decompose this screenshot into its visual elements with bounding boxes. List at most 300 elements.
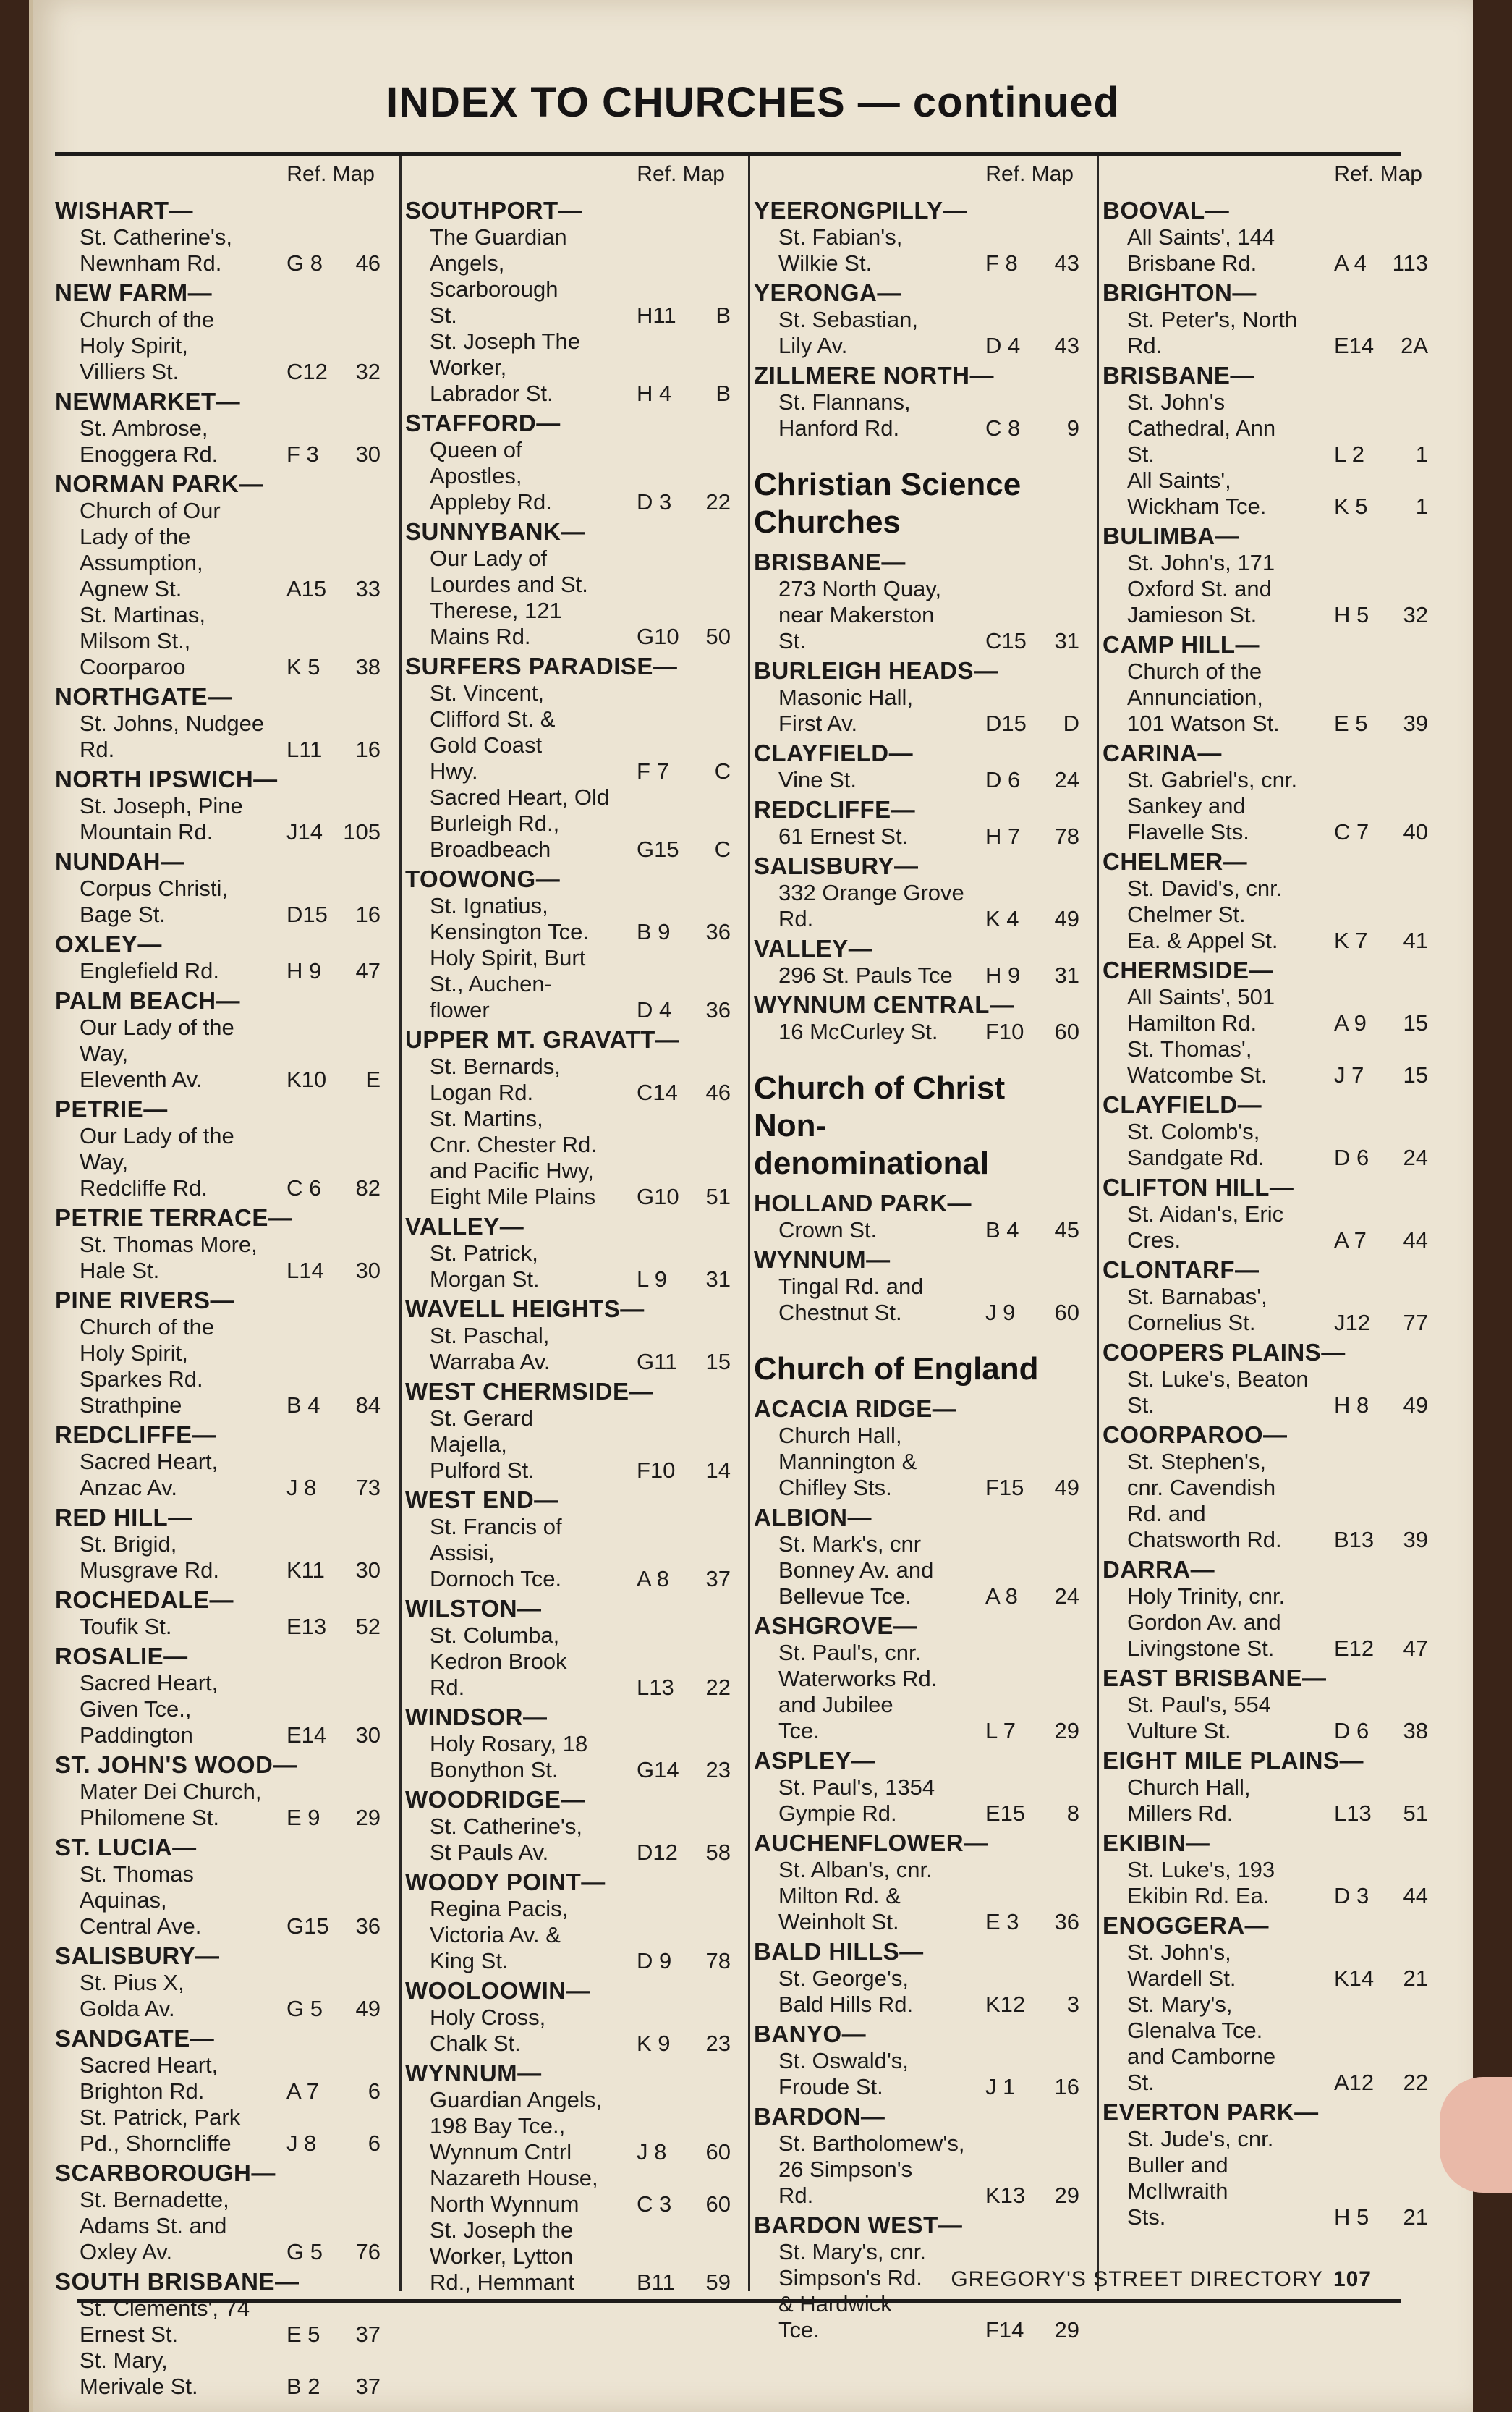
church-entry bbox=[1103, 1201, 1435, 1253]
church-name: St. John's, Wardell St. bbox=[1127, 1939, 1236, 1991]
church-entry bbox=[405, 329, 738, 407]
map-number: 47 bbox=[1403, 1635, 1428, 1661]
church-name: St. Mark's, cnr Bonney Av. and Bellevue Tce. bbox=[778, 1531, 934, 1609]
suburb-group bbox=[55, 470, 388, 680]
grid-reference: J 8 bbox=[286, 1475, 317, 1500]
church-name: Masonic Hall, First Av. bbox=[778, 685, 914, 736]
grid-reference: J12 bbox=[1334, 1310, 1370, 1335]
grid-reference: J 1 bbox=[985, 2074, 1016, 2099]
suburb-group bbox=[754, 740, 1087, 793]
page-footer bbox=[951, 2267, 1372, 2292]
church-entry bbox=[405, 2217, 738, 2295]
page-title: INDEX TO CHURCHES — continued bbox=[386, 79, 1120, 126]
suburb-name: SURFERS PARADISE— bbox=[405, 653, 678, 680]
suburb-name: CLIFTON HILL— bbox=[1103, 1174, 1294, 1201]
church-entry bbox=[1103, 876, 1435, 954]
church-name: St. Stephen's, cnr. Cavendish Rd. and Chatsworth Rd. bbox=[1127, 1449, 1282, 1552]
suburb-group bbox=[1103, 740, 1435, 845]
grid-reference: B13 bbox=[1334, 1527, 1375, 1552]
grid-reference: A 7 bbox=[1334, 1227, 1367, 1253]
church-entry bbox=[405, 2165, 738, 2217]
suburb-group bbox=[754, 1190, 1087, 1243]
grid-reference: J 9 bbox=[985, 1300, 1016, 1325]
grid-reference: C15 bbox=[985, 628, 1027, 653]
church-name: St. Bartholomew's, 26 Simpson's Rd. bbox=[778, 2130, 965, 2208]
church-name: Holy Trinity, cnr. Gordon Av. and Livingstone St. bbox=[1127, 1583, 1286, 1661]
map-number: 23 bbox=[705, 1757, 731, 1782]
index-column-4 bbox=[1103, 156, 1435, 2291]
suburb-name: VALLEY— bbox=[754, 935, 873, 962]
suburb-name: NEW FARM— bbox=[55, 279, 213, 306]
map-number: 105 bbox=[343, 819, 381, 845]
map-number: 38 bbox=[355, 654, 381, 680]
suburb-name: DARRA— bbox=[1103, 1556, 1215, 1583]
church-name: Church Hall, Mannington & Chifley Sts. bbox=[778, 1423, 917, 1500]
church-name: St. Bernards, Logan Rd. bbox=[430, 1054, 561, 1105]
map-number: 29 bbox=[1054, 2183, 1079, 2208]
map-number: 6 bbox=[368, 2130, 381, 2156]
suburb-name: WEST END— bbox=[405, 1486, 558, 1513]
suburb-name: BRISBANE— bbox=[754, 549, 906, 575]
church-name: Holy Cross, Chalk St. bbox=[430, 2005, 546, 2056]
map-number: 47 bbox=[355, 958, 381, 983]
suburb-name: COORPAROO— bbox=[1103, 1421, 1288, 1448]
grid-reference: L 9 bbox=[637, 1266, 667, 1292]
suburb-group bbox=[405, 518, 738, 650]
suburb-name: WISHART— bbox=[55, 197, 193, 224]
suburb-group bbox=[55, 1942, 388, 2022]
suburb-group bbox=[754, 657, 1087, 737]
suburb-name: PALM BEACH— bbox=[55, 987, 241, 1014]
map-number: 51 bbox=[1403, 1800, 1428, 1826]
grid-reference: E 5 bbox=[1334, 711, 1368, 736]
suburb-name: BOOVAL— bbox=[1103, 197, 1230, 224]
church-entry bbox=[405, 1106, 738, 1210]
map-number: 49 bbox=[1403, 1392, 1428, 1418]
grid-reference: G 8 bbox=[286, 250, 323, 276]
church-entry bbox=[1103, 2126, 1435, 2230]
suburb-group bbox=[1103, 522, 1435, 628]
suburb-name: SOUTH BRISBANE— bbox=[55, 2268, 300, 2295]
suburb-name: COOPERS PLAINS— bbox=[1103, 1339, 1346, 1366]
church-entry bbox=[754, 389, 1087, 441]
suburb-name: UPPER MT. GRAVATT— bbox=[405, 1026, 680, 1053]
suburb-group bbox=[55, 1751, 388, 1831]
map-number: 1 bbox=[1415, 441, 1428, 467]
church-name: All Saints', 144 Brisbane Rd. bbox=[1127, 224, 1275, 276]
suburb-name: WYNNUM— bbox=[754, 1246, 891, 1273]
church-entry bbox=[55, 2052, 388, 2104]
church-entry bbox=[55, 1531, 388, 1583]
grid-reference: A 8 bbox=[637, 1566, 669, 1591]
grid-reference: J 7 bbox=[1334, 1062, 1364, 1088]
grid-reference: J 8 bbox=[286, 2130, 317, 2156]
ref-map-header: Ref. Map bbox=[1334, 162, 1422, 186]
church-entry bbox=[55, 1614, 388, 1640]
church-name: Crown St. bbox=[778, 1217, 878, 1243]
suburb-group bbox=[754, 796, 1087, 850]
map-number: 31 bbox=[1054, 628, 1079, 653]
suburb-name: WILSTON— bbox=[405, 1595, 542, 1622]
church-entry bbox=[55, 1779, 388, 1831]
suburb-group bbox=[1103, 631, 1435, 737]
church-entry bbox=[55, 876, 388, 928]
index-column-2 bbox=[405, 156, 738, 2295]
map-number: 36 bbox=[1054, 1909, 1079, 1934]
grid-reference: K14 bbox=[1334, 1965, 1375, 1991]
suburb-group bbox=[754, 1747, 1087, 1827]
grid-reference: K11 bbox=[286, 1557, 325, 1583]
suburb-name: BULIMBA— bbox=[1103, 522, 1240, 549]
map-number: 78 bbox=[705, 1948, 731, 1973]
suburb-name: ST. LUCIA— bbox=[55, 1834, 197, 1861]
suburb-name: ST. JOHN'S WOOD— bbox=[55, 1751, 297, 1778]
church-name: Toufik St. bbox=[80, 1614, 172, 1639]
church-entry bbox=[55, 498, 388, 602]
grid-reference: K 7 bbox=[1334, 928, 1368, 953]
grid-reference: H 4 bbox=[637, 381, 672, 406]
church-entry bbox=[1103, 1036, 1435, 1088]
suburb-name: WINDSOR— bbox=[405, 1704, 548, 1730]
grid-reference: A 7 bbox=[286, 2078, 319, 2104]
map-number: 2A bbox=[1401, 333, 1428, 358]
church-name: St. Mary's, cnr. Simpson's Rd. & Hardwick Tce. bbox=[778, 2239, 927, 2343]
map-number: 36 bbox=[705, 919, 731, 944]
church-name: St. Johns, Nudgee Rd. bbox=[80, 711, 265, 762]
map-number: 44 bbox=[1403, 1227, 1428, 1253]
suburb-group bbox=[1103, 362, 1435, 520]
suburb-name: SCARBOROUGH— bbox=[55, 2159, 276, 2186]
column-divider bbox=[748, 156, 750, 2291]
church-entry bbox=[55, 793, 388, 845]
church-name: St. Patrick, Park Pd., Shorncliffe bbox=[80, 2104, 241, 2156]
grid-reference: A 9 bbox=[1334, 1010, 1367, 1036]
church-name: St. Alban's, cnr. Milton Rd. & Weinholt St. bbox=[778, 1857, 933, 1934]
church-entry bbox=[1103, 1119, 1435, 1171]
suburb-group bbox=[55, 931, 388, 984]
church-name: St. Jude's, cnr. Buller and McIlwraith Sts. bbox=[1127, 2126, 1274, 2230]
suburb-group bbox=[754, 1938, 1087, 2018]
grid-reference: F 8 bbox=[985, 250, 1018, 276]
church-name: St. Gabriel's, cnr. Sankey and Flavelle Sts. bbox=[1127, 767, 1298, 845]
map-number: 60 bbox=[1054, 1300, 1079, 1325]
suburb-name: CHERMSIDE— bbox=[1103, 957, 1274, 983]
suburb-group bbox=[1103, 1339, 1435, 1418]
grid-reference: H 7 bbox=[985, 824, 1021, 849]
grid-reference: C14 bbox=[637, 1080, 678, 1105]
church-name: St. Brigid, Musgrave Rd. bbox=[80, 1531, 219, 1583]
suburb-group bbox=[1103, 1256, 1435, 1336]
map-number: 113 bbox=[1392, 250, 1428, 276]
church-entry bbox=[1103, 984, 1435, 1036]
page-number: 107 bbox=[1333, 2267, 1372, 2291]
map-number: 46 bbox=[705, 1080, 731, 1105]
grid-reference: J 8 bbox=[637, 2139, 667, 2165]
church-entry bbox=[754, 1774, 1087, 1827]
grid-reference: D 6 bbox=[1334, 1145, 1369, 1170]
suburb-group bbox=[55, 388, 388, 467]
suburb-group bbox=[1103, 1664, 1435, 1744]
church-name: Vine St. bbox=[778, 767, 857, 792]
grid-reference: E13 bbox=[286, 1614, 327, 1639]
church-name: St. Pius X, Golda Av. bbox=[80, 1970, 184, 2021]
church-entry bbox=[754, 1019, 1087, 1045]
church-entry bbox=[55, 1314, 388, 1418]
suburb-group bbox=[55, 766, 388, 845]
map-number: 24 bbox=[1054, 767, 1079, 792]
church-entry bbox=[754, 685, 1087, 737]
church-entry bbox=[754, 767, 1087, 793]
church-name: St. Catherine's, St Pauls Av. bbox=[430, 1814, 582, 1865]
suburb-name: EVERTON PARK— bbox=[1103, 2099, 1319, 2125]
suburb-group bbox=[55, 1586, 388, 1640]
church-entry bbox=[405, 2087, 738, 2165]
church-name: St. Catherine's, Newnham Rd. bbox=[80, 224, 232, 276]
church-name: Church Hall, Millers Rd. bbox=[1127, 1774, 1251, 1826]
map-number: 50 bbox=[705, 624, 731, 649]
suburb-group bbox=[55, 987, 388, 1093]
church-entry bbox=[405, 680, 738, 784]
map-number: 21 bbox=[1403, 1965, 1428, 1991]
church-name: Our Lady of Lourdes and St. Therese, 121 Mains Rd. bbox=[430, 546, 588, 649]
suburb-name: BURLEIGH HEADS— bbox=[754, 657, 998, 684]
church-entry bbox=[405, 546, 738, 650]
suburb-name: NORTH IPSWICH— bbox=[55, 766, 278, 792]
grid-reference: G15 bbox=[286, 1913, 329, 1939]
church-entry bbox=[55, 307, 388, 385]
suburb-group bbox=[405, 1378, 738, 1484]
suburb-name: SANDGATE— bbox=[55, 2025, 215, 2052]
suburb-group bbox=[1103, 1747, 1435, 1827]
map-number: 31 bbox=[1054, 962, 1079, 988]
suburb-group bbox=[55, 1096, 388, 1201]
grid-reference: A12 bbox=[1334, 2070, 1375, 2095]
grid-reference: L14 bbox=[286, 1258, 324, 1283]
church-entry bbox=[754, 307, 1087, 359]
suburb-group bbox=[1103, 1912, 1435, 2096]
church-name: St. Vincent, Clifford St. & Gold Coast Hwy. bbox=[430, 680, 556, 784]
church-entry bbox=[55, 224, 388, 276]
grid-reference: L 7 bbox=[985, 1718, 1016, 1743]
suburb-name: SALISBURY— bbox=[754, 852, 919, 879]
suburb-group bbox=[754, 2020, 1087, 2100]
ref-map-header: Ref. Map bbox=[985, 162, 1074, 186]
church-entry bbox=[405, 1814, 738, 1866]
suburb-group bbox=[1103, 1556, 1435, 1662]
church-entry bbox=[55, 1449, 388, 1501]
grid-reference: E 3 bbox=[985, 1909, 1019, 1934]
map-number: 49 bbox=[355, 1996, 381, 2021]
grid-reference: C12 bbox=[286, 359, 328, 384]
church-name: All Saints', 501 Hamilton Rd. bbox=[1127, 984, 1275, 1036]
suburb-group bbox=[55, 1643, 388, 1748]
map-number: C bbox=[714, 837, 731, 862]
church-name: St. Paul's, 554 Vulture St. bbox=[1127, 1692, 1271, 1743]
suburb-name: BARDON WEST— bbox=[754, 2212, 963, 2238]
grid-reference: L13 bbox=[1334, 1800, 1372, 1826]
map-number: D bbox=[1063, 711, 1079, 736]
map-number: 36 bbox=[705, 997, 731, 1023]
map-number: 21 bbox=[1403, 2204, 1428, 2230]
church-entry bbox=[1103, 224, 1435, 276]
map-number: 37 bbox=[355, 2322, 381, 2347]
map-number: 14 bbox=[705, 1457, 731, 1483]
suburb-name: ASPLEY— bbox=[754, 1747, 876, 1774]
suburb-name: WOODY POINT— bbox=[405, 1869, 606, 1895]
map-number: 40 bbox=[1403, 819, 1428, 845]
grid-reference: E12 bbox=[1334, 1635, 1375, 1661]
column-divider bbox=[399, 156, 402, 2291]
suburb-name: EAST BRISBANE— bbox=[1103, 1664, 1327, 1691]
grid-reference: D 9 bbox=[637, 1948, 672, 1973]
suburb-name: VALLEY— bbox=[405, 1213, 524, 1240]
church-name: St. Ambrose, Enoggera Rd. bbox=[80, 415, 218, 467]
suburb-name: NORTHGATE— bbox=[55, 683, 232, 710]
suburb-name: CHELMER— bbox=[1103, 848, 1248, 875]
church-entry bbox=[55, 415, 388, 467]
suburb-group bbox=[1103, 1091, 1435, 1171]
church-name: St. Columba, Kedron Brook Rd. bbox=[430, 1622, 567, 1700]
grid-reference: D15 bbox=[985, 711, 1027, 736]
suburb-name: EKIBIN— bbox=[1103, 1829, 1210, 1856]
suburb-name: WOOLOOWIN— bbox=[405, 1977, 591, 2004]
church-name: St. Paul's, cnr. Waterworks Rd. and Jubilee Tce. bbox=[778, 1640, 938, 1743]
suburb-group bbox=[1103, 2099, 1435, 2230]
map-number: 29 bbox=[1054, 1718, 1079, 1743]
church-name: Sacred Heart, Anzac Av. bbox=[80, 1449, 218, 1500]
church-entry bbox=[1103, 1449, 1435, 1553]
church-name: St. Peter's, North Rd. bbox=[1127, 307, 1298, 358]
grid-reference: C 6 bbox=[286, 1175, 322, 1201]
map-number: 32 bbox=[1403, 602, 1428, 627]
grid-reference: A 4 bbox=[1334, 250, 1367, 276]
church-entry bbox=[754, 576, 1087, 654]
suburb-name: BRIGHTON— bbox=[1103, 279, 1257, 306]
church-entry bbox=[55, 711, 388, 763]
church-name: All Saints', Wickham Tce. bbox=[1127, 467, 1267, 519]
map-number: 52 bbox=[355, 1614, 381, 1639]
suburb-name: NORMAN PARK— bbox=[55, 470, 263, 497]
suburb-group bbox=[405, 410, 738, 515]
church-name: St. Joseph the Worker, Lytton Rd., Hemmant bbox=[430, 2217, 574, 2295]
church-entry bbox=[55, 958, 388, 984]
church-entry bbox=[754, 1217, 1087, 1243]
church-name: Regina Pacis, Victoria Av. & King St. bbox=[430, 1896, 569, 1973]
map-number: 39 bbox=[1403, 1527, 1428, 1552]
grid-reference: E 5 bbox=[286, 2322, 320, 2347]
grid-reference: L11 bbox=[286, 737, 323, 762]
grid-reference: B11 bbox=[637, 2269, 675, 2295]
church-name: St. Bernadette, Adams St. and Oxley Av. bbox=[80, 2187, 229, 2264]
church-entry bbox=[754, 824, 1087, 850]
map-number: 33 bbox=[355, 576, 381, 601]
suburb-name: HOLLAND PARK— bbox=[754, 1190, 972, 1216]
map-number: 15 bbox=[705, 1349, 731, 1374]
church-name: 273 North Quay, near Makerston St. bbox=[778, 576, 942, 653]
grid-reference: H 8 bbox=[1334, 1392, 1369, 1418]
grid-reference: A 8 bbox=[985, 1583, 1018, 1609]
church-name: St. Luke's, Beaton St. bbox=[1127, 1366, 1309, 1418]
map-number: 6 bbox=[368, 2078, 381, 2104]
church-name: St. Thomas More, Hale St. bbox=[80, 1232, 258, 1283]
church-name: Corpus Christi, Bage St. bbox=[80, 876, 228, 927]
grid-reference: K12 bbox=[985, 1992, 1026, 2017]
church-entry bbox=[405, 1896, 738, 1974]
church-entry bbox=[1103, 659, 1435, 737]
church-entry bbox=[405, 945, 738, 1023]
suburb-group bbox=[1103, 1829, 1435, 1909]
index-column-1 bbox=[55, 156, 388, 2399]
map-number: 73 bbox=[355, 1475, 381, 1500]
church-name: 16 McCurley St. bbox=[778, 1019, 938, 1044]
ref-map-header: Ref. Map bbox=[637, 162, 725, 186]
church-name: St. Luke's, 193 Ekibin Rd. Ea. bbox=[1127, 1857, 1275, 1908]
church-name: Queen of Apostles, Appleby Rd. bbox=[430, 437, 552, 515]
church-name: Church of the Annunciation, 101 Watson St. bbox=[1127, 659, 1280, 736]
church-entry bbox=[405, 437, 738, 515]
church-name: St. Thomas', Watcombe St. bbox=[1127, 1036, 1267, 1088]
grid-reference: D 6 bbox=[1334, 1718, 1369, 1743]
church-entry bbox=[405, 784, 738, 863]
church-entry bbox=[754, 2130, 1087, 2209]
map-number: 41 bbox=[1403, 928, 1428, 953]
denomination-heading: Christian Science Churches bbox=[754, 467, 1022, 540]
suburb-group bbox=[754, 197, 1087, 276]
suburb-group bbox=[405, 1213, 738, 1292]
church-name: St. Flannans, Hanford Rd. bbox=[778, 389, 911, 441]
grid-reference: J14 bbox=[286, 819, 323, 845]
suburb-name: YEERONGPILLY— bbox=[754, 197, 968, 224]
map-number: 39 bbox=[1403, 711, 1428, 736]
map-number: 60 bbox=[1054, 1019, 1079, 1044]
map-number: 37 bbox=[705, 1566, 731, 1591]
map-number: 23 bbox=[705, 2031, 731, 2056]
church-name: St. Aidan's, Eric Cres. bbox=[1127, 1201, 1284, 1253]
suburb-name: RED HILL— bbox=[55, 1504, 192, 1531]
church-name: St. David's, cnr. Chelmer St. Ea. & Appel St. bbox=[1127, 876, 1283, 953]
church-entry bbox=[1103, 1692, 1435, 1744]
map-number: 49 bbox=[1054, 1475, 1079, 1500]
map-number: 49 bbox=[1054, 906, 1079, 931]
church-name: Englefield Rd. bbox=[80, 958, 220, 983]
suburb-name: CAMP HILL— bbox=[1103, 631, 1260, 658]
suburb-group bbox=[405, 653, 738, 863]
map-number: 16 bbox=[355, 737, 381, 762]
grid-reference: H11 bbox=[637, 302, 676, 328]
grid-reference: G 5 bbox=[286, 2239, 323, 2264]
grid-reference: B 4 bbox=[286, 1392, 320, 1418]
map-number: B bbox=[715, 302, 731, 328]
church-entry bbox=[55, 2104, 388, 2157]
suburb-name: CARINA— bbox=[1103, 740, 1222, 766]
church-name: Tingal Rd. and Chestnut St. bbox=[778, 1274, 924, 1325]
grid-reference: A15 bbox=[286, 576, 327, 601]
suburb-group bbox=[55, 197, 388, 276]
suburb-name: ROSALIE— bbox=[55, 1643, 188, 1670]
grid-reference: F15 bbox=[985, 1475, 1024, 1500]
map-number: 76 bbox=[355, 2239, 381, 2264]
church-name: St. Paschal, Warraba Av. bbox=[430, 1323, 551, 1374]
church-name: St. Gerard Majella, Pulford St. bbox=[430, 1405, 535, 1483]
suburb-group bbox=[754, 1504, 1087, 1609]
map-number: 30 bbox=[355, 1722, 381, 1748]
publisher-name: GREGORY'S STREET DIRECTORY bbox=[951, 2267, 1323, 2291]
church-entry bbox=[405, 1323, 738, 1375]
suburb-group bbox=[55, 1287, 388, 1418]
suburb-name: ZILLMERE NORTH— bbox=[754, 362, 994, 389]
suburb-name: BANYO— bbox=[754, 2020, 867, 2047]
church-entry bbox=[754, 2048, 1087, 2100]
